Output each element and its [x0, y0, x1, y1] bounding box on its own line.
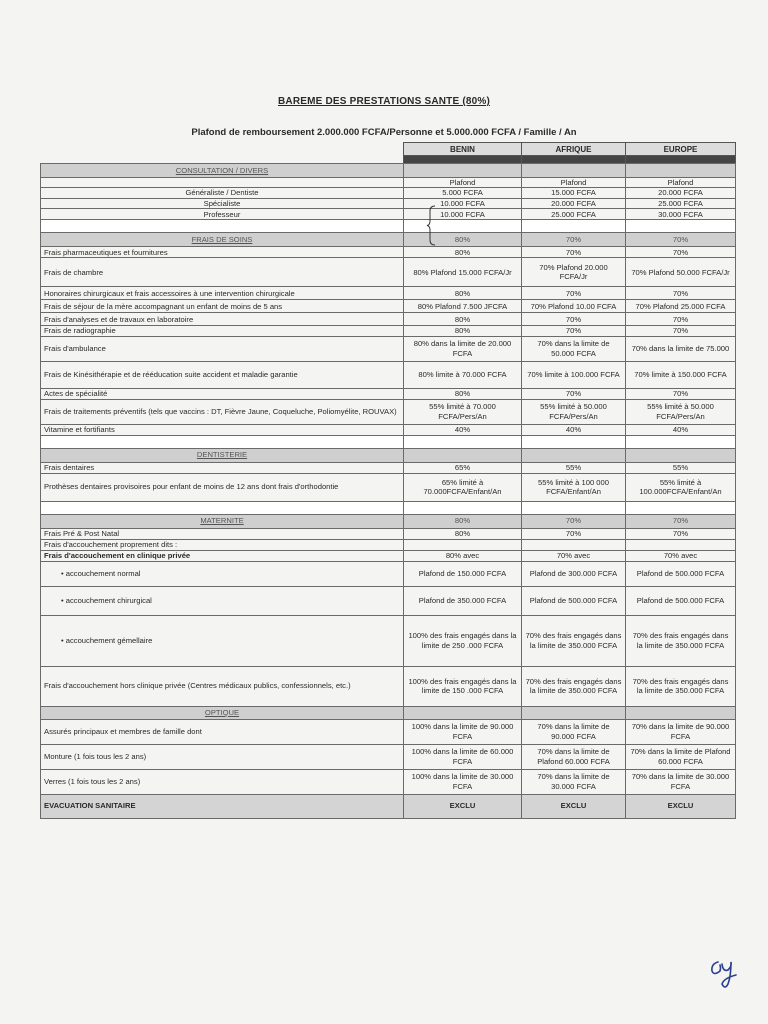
cell-benin: 10.000 FCFA: [404, 198, 522, 208]
cell-benin: 40%: [404, 424, 522, 435]
table-row: [41, 666, 736, 706]
cell-europe: [626, 448, 736, 462]
row-label: Frais pharmaceutiques et fournitures: [41, 247, 404, 258]
cell-afrique: 70% dans la limite de 50.000 FCFA: [522, 336, 626, 361]
table-row: [41, 178, 736, 188]
table-row: [41, 550, 736, 561]
row-label: Prothèses dentaires provisoires pour enfant de moins de 12 ans dont frais d'orthodontie: [41, 473, 404, 501]
row-label: • accouchement normal: [41, 561, 404, 586]
row-label: • accouchement chirurgical: [41, 586, 404, 615]
cell-europe: 40%: [626, 424, 736, 435]
row-label: Frais de radiographie: [41, 326, 404, 336]
cell-benin: 80%: [404, 287, 522, 300]
cell-benin: Plafond de 150.000 FCFA: [404, 561, 522, 586]
spacer-row: [41, 501, 736, 514]
row-label: Actes de spécialité: [41, 388, 404, 399]
cell-benin: 65% limité à 70.000FCFA/Enfant/An: [404, 473, 522, 501]
table-row: [41, 188, 736, 198]
row-label: [41, 220, 404, 233]
row-label: • accouchement gémellaire: [41, 615, 404, 666]
cell-afrique: [522, 539, 626, 550]
cell-benin: 100% dans la limite de 30.000 FCFA: [404, 769, 522, 794]
cell-afrique: 70% des frais engagés dans la limite de 350.000 FCFA: [522, 666, 626, 706]
cell-benin: 100% dans la limite de 60.000 FCFA: [404, 744, 522, 769]
spacer-row: [41, 435, 736, 448]
cell-afrique: 70% Plafond 10.00 FCFA: [522, 300, 626, 313]
cell-benin: 100% des frais engagés dans la limite de 150 .000 FCFA: [404, 666, 522, 706]
cell-afrique: 70% dans la limite de Plafond 60.000 FCFA: [522, 744, 626, 769]
cell-europe: 70%: [626, 233, 736, 247]
cell-afrique: 70%: [522, 313, 626, 326]
row-label: Vitamine et fortifiants: [41, 424, 404, 435]
cell-afrique: [522, 164, 626, 178]
row-label: Frais Pré & Post Natal: [41, 528, 404, 539]
table-row: [41, 399, 736, 424]
cell-benin: [404, 220, 522, 233]
cell-benin: 80% dans la limite de 20.000 FCFA: [404, 336, 522, 361]
cell-europe: 70% dans la limite de 30.000 FCFA: [626, 769, 736, 794]
cell-afrique: 55% limité à 100 000 FCFA/Enfant/An: [522, 473, 626, 501]
cell-benin: 100% des frais engagés dans la limite de 250 .000 FCFA: [404, 615, 522, 666]
cell-benin: 80% limite à 70.000 FCFA: [404, 361, 522, 388]
table-row: [41, 561, 736, 586]
cell-europe: 70%: [626, 313, 736, 326]
cell-benin: EXCLU: [404, 794, 522, 818]
table-row: [41, 326, 736, 336]
section-row: [41, 233, 736, 247]
cell-benin: 10.000 FCFA: [404, 209, 522, 220]
cell-benin: 80%: [404, 326, 522, 336]
cell-benin: [404, 435, 522, 448]
cell-europe: 70%: [626, 514, 736, 528]
cell-afrique: 70% avec: [522, 550, 626, 561]
cell-europe: 30.000 FCFA: [626, 209, 736, 220]
section-row: [41, 448, 736, 462]
cell-afrique: 70%: [522, 388, 626, 399]
cell-europe: Plafond de 500.000 FCFA: [626, 561, 736, 586]
cell-afrique: [522, 706, 626, 719]
cell-benin: [404, 164, 522, 178]
table-row: [41, 586, 736, 615]
cell-afrique: 70%: [522, 326, 626, 336]
cell-benin: 55% limité à 70.000 FCFA/Pers/An: [404, 399, 522, 424]
cell-europe: 70%: [626, 388, 736, 399]
section-row: [41, 514, 736, 528]
row-label: [41, 501, 404, 514]
table-row: [41, 336, 736, 361]
cell-europe: 70% dans la limite de 90.000 FCFA: [626, 719, 736, 744]
row-label: Frais d'analyses et de travaux en laboratoire: [41, 313, 404, 326]
cell-europe: 70% limite à 150.000 FCFA: [626, 361, 736, 388]
cell-europe: 70% des frais engagés dans la limite de 350.000 FCFA: [626, 615, 736, 666]
brace-icon: [426, 205, 436, 246]
cell-benin: [404, 448, 522, 462]
cell-afrique: Plafond de 300.000 FCFA: [522, 561, 626, 586]
cell-benin: 65%: [404, 462, 522, 473]
cell-europe: 25.000 FCFA: [626, 198, 736, 208]
table-row: [41, 247, 736, 258]
table-row: [41, 539, 736, 550]
row-label: EVACUATION SANITAIRE: [41, 794, 404, 818]
cell-afrique: [522, 220, 626, 233]
section-row: [41, 164, 736, 178]
spacer-row: [41, 220, 736, 233]
row-label: Frais de traitements préventifs (tels que vaccins : DT, Fièvre Jaune, Coqueluche, Poliomyélite, ROUVAX): [41, 399, 404, 424]
row-label: Verres (1 fois tous les 2 ans): [41, 769, 404, 794]
cell-benin: 80%: [404, 233, 522, 247]
cell-europe: 55% limité à 50.000 FCFA/Pers/An: [626, 399, 736, 424]
benefits-table: [40, 163, 736, 819]
row-label: Frais d'ambulance: [41, 336, 404, 361]
cell-europe: 70% dans la limite de 75.000: [626, 336, 736, 361]
cell-europe: [626, 164, 736, 178]
cell-benin: [404, 501, 522, 514]
cell-afrique: 25.000 FCFA: [522, 209, 626, 220]
row-label: Monture (1 fois tous les 2 ans): [41, 744, 404, 769]
row-label: Frais de séjour de la mère accompagnant un enfant de moins de 5 ans: [41, 300, 404, 313]
cell-benin: 100% dans la limite de 90.000 FCFA: [404, 719, 522, 744]
table-row: [41, 744, 736, 769]
column-region-europe: EUROPE: [626, 143, 736, 156]
row-label: Généraliste / Dentiste: [41, 188, 404, 198]
table-row: [41, 258, 736, 287]
cell-europe: Plafond de 500.000 FCFA: [626, 586, 736, 615]
table-row: [41, 473, 736, 501]
row-label: MATERNITE: [41, 514, 404, 528]
signature-mark: [708, 954, 742, 992]
section-row: [41, 706, 736, 719]
cell-afrique: 70% dans la limite de 90.000 FCFA: [522, 719, 626, 744]
table-row: [41, 719, 736, 744]
cell-afrique: [522, 435, 626, 448]
cell-benin: 80% avec: [404, 550, 522, 561]
row-label: Frais d'accouchement en clinique privée: [41, 550, 404, 561]
row-label: OPTIQUE: [41, 706, 404, 719]
row-label: [41, 178, 404, 188]
cell-europe: 55% limité à 100.000FCFA/Enfant/An: [626, 473, 736, 501]
cell-europe: 20.000 FCFA: [626, 188, 736, 198]
cell-europe: [626, 435, 736, 448]
cell-europe: 70% dans la limite de Plafond 60.000 FCFA: [626, 744, 736, 769]
row-label: CONSULTATION / DIVERS: [41, 164, 404, 178]
cell-benin: [404, 706, 522, 719]
cell-afrique: 70% limite à 100.000 FCFA: [522, 361, 626, 388]
row-label: [41, 435, 404, 448]
table-row: [41, 287, 736, 300]
cell-europe: [626, 539, 736, 550]
row-label: Professeur: [41, 209, 404, 220]
cell-europe: 70%: [626, 326, 736, 336]
cell-afrique: 70% Plafond 20.000 FCFA/Jr: [522, 258, 626, 287]
cell-afrique: [522, 448, 626, 462]
table-row: [41, 198, 736, 208]
cell-afrique: 70%: [522, 528, 626, 539]
cell-benin: 80%: [404, 388, 522, 399]
cell-europe: 70%: [626, 287, 736, 300]
table-row: [41, 361, 736, 388]
cell-benin: 80% Plafond 15.000 FCFA/Jr: [404, 258, 522, 287]
cell-afrique: 70%: [522, 247, 626, 258]
table-row: [41, 313, 736, 326]
cell-afrique: Plafond: [522, 178, 626, 188]
cell-afrique: [522, 501, 626, 514]
cell-europe: EXCLU: [626, 794, 736, 818]
cell-afrique: 70% des frais engagés dans la limite de 350.000 FCFA: [522, 615, 626, 666]
cell-europe: 70% des frais engagés dans la limite de 350.000 FCFA: [626, 666, 736, 706]
cell-afrique: 55%: [522, 462, 626, 473]
row-label: Frais de Kinésithérapie et de rééducation suite accident et maladie garantie: [41, 361, 404, 388]
cell-benin: 80%: [404, 528, 522, 539]
column-region-afrique: AFRIQUE: [522, 143, 626, 156]
cell-benin: 80%: [404, 313, 522, 326]
document-title: BAREME DES PRESTATIONS SANTE (80%): [277, 96, 490, 107]
cell-benin: Plafond: [404, 178, 522, 188]
cell-benin: [404, 539, 522, 550]
table-row: [41, 769, 736, 794]
cell-europe: 70% Plafond 25.000 FCFA: [626, 300, 736, 313]
cell-benin: 5.000 FCFA: [404, 188, 522, 198]
cell-europe: Plafond: [626, 178, 736, 188]
cell-afrique: 70% dans la limite de 30.000 FCFA: [522, 769, 626, 794]
cell-afrique: 15.000 FCFA: [522, 188, 626, 198]
row-label: Frais de chambre: [41, 258, 404, 287]
row-label: Frais dentaires: [41, 462, 404, 473]
cell-europe: [626, 501, 736, 514]
cell-europe: [626, 706, 736, 719]
cell-benin: 80%: [404, 514, 522, 528]
table-row: [41, 300, 736, 313]
cell-europe: 70%: [626, 247, 736, 258]
table-row: [41, 615, 736, 666]
table-row: [41, 424, 736, 435]
row-label: DENTISTERIE: [41, 448, 404, 462]
table-row: [41, 528, 736, 539]
table-row: [41, 794, 736, 818]
cell-afrique: 40%: [522, 424, 626, 435]
cell-afrique: 70%: [522, 287, 626, 300]
row-label: Honoraires chirurgicaux et frais accessoires à une intervention chirurgicale: [41, 287, 404, 300]
cell-europe: 70% avec: [626, 550, 736, 561]
column-region-benin: BENIN: [404, 143, 522, 156]
cell-benin: Plafond de 350.000 FCFA: [404, 586, 522, 615]
cell-europe: 70% Plafond 50.000 FCFA/Jr: [626, 258, 736, 287]
document-subtitle: Plafond de remboursement 2.000.000 FCFA/Personne et 5.000.000 FCFA / Famille / An: [191, 127, 577, 138]
cell-afrique: EXCLU: [522, 794, 626, 818]
cell-afrique: 70%: [522, 514, 626, 528]
cell-afrique: 55% limité à 50.000 FCFA/Pers/An: [522, 399, 626, 424]
row-label: Assurés principaux et membres de famille dont: [41, 719, 404, 744]
row-label: Frais d'accouchement hors clinique privée (Centres médicaux publics, confessionnels, etc.): [41, 666, 404, 706]
benefits-table-body: [41, 164, 736, 819]
cell-benin: 80% Plafond 7.500 JFCFA: [404, 300, 522, 313]
cell-benin: 80%: [404, 247, 522, 258]
cell-afrique: Plafond de 500.000 FCFA: [522, 586, 626, 615]
cell-europe: 70%: [626, 528, 736, 539]
cell-afrique: 70%: [522, 233, 626, 247]
table-row: [41, 209, 736, 220]
cell-afrique: 20.000 FCFA: [522, 198, 626, 208]
cell-europe: 55%: [626, 462, 736, 473]
row-label: Frais d'accouchement proprement dits :: [41, 539, 404, 550]
row-label: FRAIS DE SOINS: [41, 233, 404, 247]
table-row: [41, 462, 736, 473]
table-row: [41, 388, 736, 399]
cell-europe: [626, 220, 736, 233]
row-label: Spécialiste: [41, 198, 404, 208]
